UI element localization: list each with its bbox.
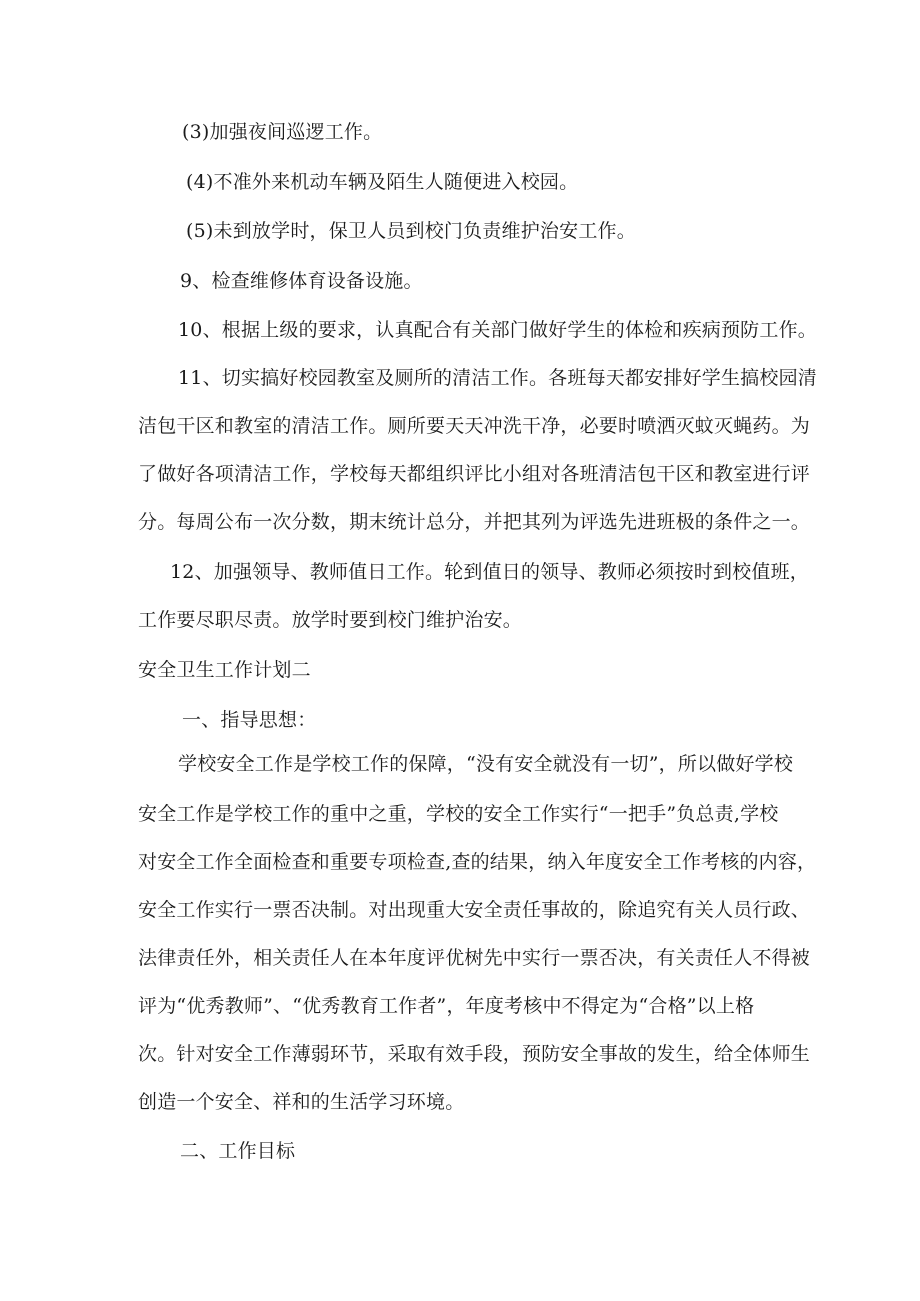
text-line: 了做好各项清洁工作，学校每天都组织评比小组对各班清洁包干区和教室进行评 [138,463,811,485]
text-line: 安全工作是学校工作的重中之重，学校的安全工作实行“一把手”负总责,学校 [138,803,779,825]
text-line: (5)未到放学时，保卫人员到校门负责维护治安工作。 [186,220,636,242]
text-line: 安全工作实行一票否决制。对出现重大安全责任事故的，除追究有关人员行政、 [138,899,811,921]
text-line: 分。每周公布一次分数，期末统计总分，并把其列为评选先进班极的条件之一。 [138,511,811,533]
text-line: 创造一个安全、祥和的生活学习环境。 [138,1091,465,1113]
text-line: 法律责任外，相关责任人在本年度评优树先中实行一票否决，有关责任人不得被 [138,947,811,969]
text-line: 对安全工作全面检查和重要专项检查,查的结果，纳入年度安全工作考核的内容， [138,851,817,873]
text-line: 工作要尽职尽责。放学时要到校门维护治安。 [138,609,523,631]
text-line: (3)加强夜间巡逻工作。 [182,121,383,143]
text-line: 11、切实搞好校园教室及厕所的清洁工作。各班每天都安排好学生搞校园清 [178,367,817,389]
text-line: 12、加强领导、教师值日工作。轮到值日的领导、教师必须按时到校值班， [170,561,809,583]
text-line: 评为“优秀教师”、“优秀教育工作者”，年度考核中不得定为“合格”以上格 [138,995,755,1017]
text-line: 学校安全工作是学校工作的保障，“没有安全就没有一切”，所以做好学校 [178,753,794,775]
text-line: 9、检查维修体育设备设施。 [180,270,423,292]
text-line: 洁包干区和教室的清洁工作。厕所要天天冲洗干净，必要时喷洒灭蚊灭蝇药。为 [138,415,811,437]
text-line: (4)不准外来机动车辆及陌生人随便进入校园。 [186,171,579,193]
section-title: 安全卫生工作计划二 [138,659,311,681]
heading-guiding-ideology: 一、指导思想： [182,709,317,731]
text-line: 10、根据上级的要求，认真配合有关部门做好学生的体检和疾病预防工作。 [178,319,817,341]
heading-work-goals: 二、工作目标 [180,1140,296,1162]
text-line: 次。针对安全工作薄弱环节，采取有效手段，预防安全事故的发生，给全体师生 [138,1043,811,1065]
